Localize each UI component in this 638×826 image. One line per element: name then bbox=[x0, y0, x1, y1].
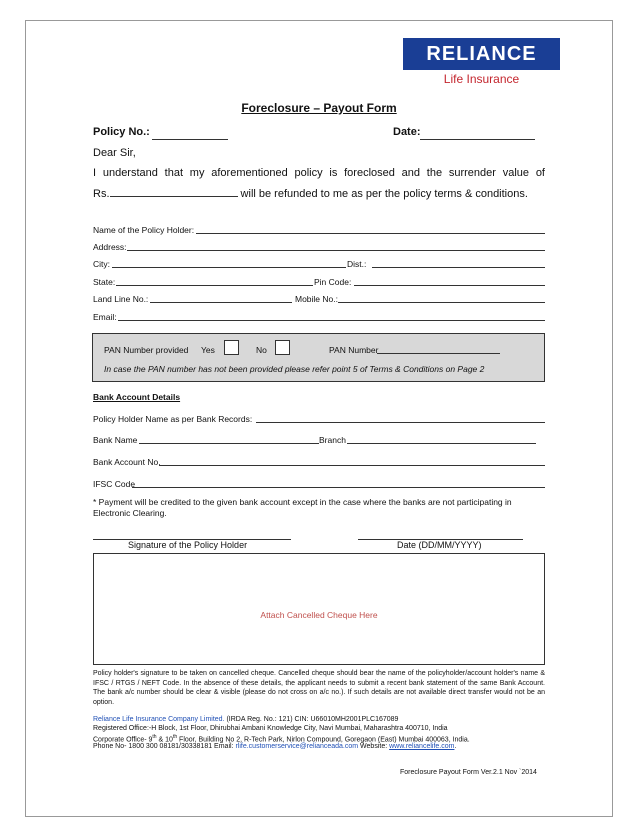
footer-period: . bbox=[454, 743, 457, 750]
footer-version: Foreclosure Payout Form Ver.2.1 Nov `2014 bbox=[400, 769, 537, 776]
intro-rs: Rs. bbox=[93, 188, 110, 200]
address-label: Address: bbox=[93, 242, 127, 252]
name-field[interactable] bbox=[196, 233, 545, 234]
mobile-field[interactable] bbox=[338, 302, 545, 303]
cheque-attach-box[interactable] bbox=[93, 553, 545, 665]
state-label: State: bbox=[93, 277, 116, 287]
dist-label: Dist.: bbox=[347, 259, 367, 269]
corp-c: Floor, Building No 2, R-Tech Park, Nirlon Compound, Goregaon (East) Mumbai 400063, India. bbox=[177, 736, 470, 744]
signature-date-label: Date (DD/MM/YYYY) bbox=[397, 540, 482, 550]
intro-line-1: I understand that my aforementioned policy is foreclosed and the surrender value of bbox=[93, 167, 545, 179]
footer-registered-office: Registered Office:-H Block, 1st Floor, Dhirubhai Ambani Knowledge City, Navi Mumbai, Maharashtra 400710, India bbox=[93, 725, 448, 732]
address-field[interactable] bbox=[127, 250, 545, 251]
logo-brand: RELIANCE bbox=[403, 38, 560, 70]
pan-yes-checkbox[interactable] bbox=[224, 340, 239, 355]
footer-website-label: Website: bbox=[358, 743, 390, 750]
footer-contact bbox=[93, 742, 456, 752]
landline-field[interactable] bbox=[150, 302, 292, 303]
footer-email[interactable]: rlife.customerservice@relianceada.com bbox=[235, 743, 359, 750]
footer-reg: (IRDA Reg. No.: 121) CIN: U66010MH2001PLC167089 bbox=[224, 716, 399, 723]
bank-holder-field[interactable] bbox=[256, 422, 545, 423]
logo-subtitle: Life Insurance bbox=[403, 70, 560, 88]
payment-note: * Payment will be credited to the given bank account except in the case where the banks are not participating in Electronic Clearing. bbox=[93, 497, 512, 518]
footer-website-link[interactable]: www.reliancelife.com bbox=[389, 743, 455, 750]
corp-sup-1: th bbox=[152, 734, 157, 740]
bank-name-field[interactable] bbox=[139, 443, 319, 444]
ifsc-field[interactable] bbox=[132, 487, 545, 488]
policy-no-label: Policy No.: bbox=[93, 126, 150, 138]
salutation: Dear Sir, bbox=[93, 147, 136, 159]
email-field[interactable] bbox=[118, 320, 545, 321]
pan-provided-label: PAN Number provided bbox=[104, 345, 189, 355]
footer-phone: Phone No- 1800 300 08181/30338181 Email: bbox=[93, 743, 236, 750]
landline-label: Land Line No.: bbox=[93, 294, 149, 304]
branch-label: Branch bbox=[319, 435, 346, 445]
reliance-logo bbox=[403, 38, 560, 88]
pin-field[interactable] bbox=[354, 285, 545, 286]
corp-a: Corporate Office- 9 bbox=[93, 736, 153, 744]
intro-line-2 bbox=[93, 186, 528, 200]
account-no-label: Bank Account No. bbox=[93, 457, 161, 467]
policy-no-field[interactable] bbox=[152, 139, 228, 140]
date-label: Date: bbox=[393, 126, 421, 138]
date-field[interactable] bbox=[420, 139, 535, 140]
pan-yes-label: Yes bbox=[201, 345, 215, 355]
city-field[interactable] bbox=[112, 267, 346, 268]
signature-note: Policy holder's signature to be taken on cancelled cheque. Cancelled cheque should bear the name of the policyholder/account holder's name & IFSC / RTGS / NEFT Code. In the absence of these details, the applicant needs to submit a recent bank statement of the same Bank Account. The bank a/c number should be clear & visible (please do not cross on a/c no.). If such details are not available direct transfer would not be an option. bbox=[93, 670, 545, 706]
ifsc-label: IFSC Code bbox=[93, 479, 136, 489]
bank-name-label: Bank Name bbox=[93, 435, 138, 445]
state-field[interactable] bbox=[116, 285, 313, 286]
pan-no-label: No bbox=[256, 345, 267, 355]
bank-heading: Bank Account Details bbox=[93, 392, 181, 402]
cheque-label: Attach Cancelled Cheque Here bbox=[260, 610, 378, 620]
signature-label: Signature of the Policy Holder bbox=[128, 540, 248, 550]
pan-note: In case the PAN number has not been provided please refer point 5 of Terms & Conditions on Page 2 bbox=[104, 364, 485, 374]
pan-number-field[interactable] bbox=[377, 353, 500, 354]
footer-company: Reliance Life Insurance Company Limited. bbox=[93, 716, 225, 723]
intro-tail: will be refunded to me as per the policy terms & conditions. bbox=[237, 188, 528, 200]
pan-section bbox=[92, 333, 545, 382]
surrender-value-field[interactable] bbox=[110, 186, 238, 197]
corp-b: & 10 bbox=[156, 736, 173, 744]
form-title: Foreclosure – Payout Form bbox=[241, 101, 397, 115]
email-label: Email: bbox=[93, 312, 117, 322]
branch-field[interactable] bbox=[347, 443, 536, 444]
pin-label: Pin Code: bbox=[314, 277, 352, 287]
dist-field[interactable] bbox=[372, 267, 545, 268]
name-label: Name of the Policy Holder: bbox=[93, 225, 195, 235]
pan-number-label: PAN Number bbox=[329, 345, 379, 355]
city-label: City: bbox=[93, 259, 110, 269]
mobile-label: Mobile No.: bbox=[295, 294, 338, 304]
bank-holder-label: Policy Holder Name as per Bank Records: bbox=[93, 414, 253, 424]
corp-sup-2: th bbox=[172, 734, 178, 740]
pan-no-checkbox[interactable] bbox=[275, 340, 290, 355]
account-no-field[interactable] bbox=[159, 465, 545, 466]
